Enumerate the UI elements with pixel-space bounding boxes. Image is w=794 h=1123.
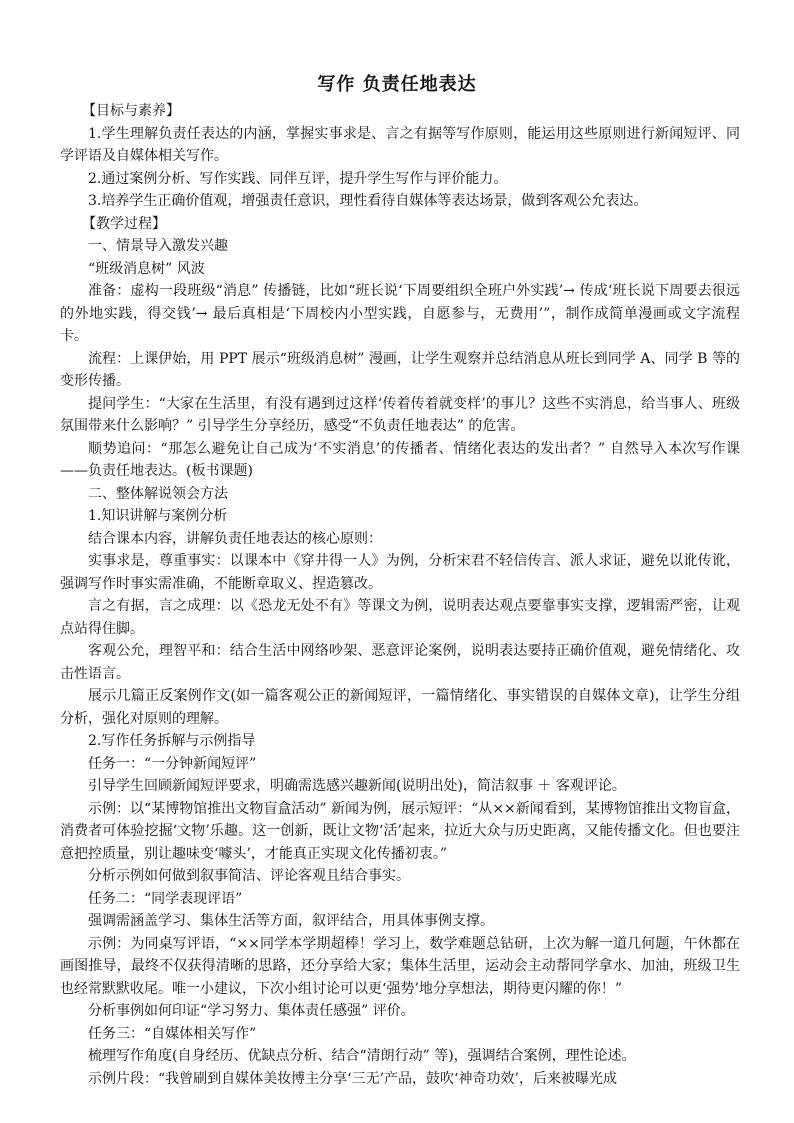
paragraph: 示例：以“某博物馆推出文物盲盒活动” 新闻为例，展示短评：“从××新闻看到，某博物馆推出文物盲盒，消费者可体验挖掘‘文物’乐趣。这一创新，既让文物‘活’起来，拉近大众与历史距离，又能传播文化。但也要注意把控质量，别让趣味变‘噱头’，才能真正实现文化传播初衷。” [60,800,740,862]
paragraph: 3.培养学生正确价值观，增强责任意识，理性看待自媒体等表达场景，做到客观公允表达。 [88,193,648,209]
subheading: 1.知识讲解与案例分析 [88,508,228,524]
subheading: “班级消息树” 风波 [88,260,205,277]
section-heading-objectives: 【目标与素养】 [82,103,180,119]
paragraph: 客观公允，理智平和：结合生活中网络吵架、恶意评论案例，说明表达要持正确价值观，避免情绪化、攻击性语言。 [60,643,740,682]
subheading: 强调需涵盖学习、集体生活等方面，叙评结合，用具体事例支撑。 [88,913,494,929]
paragraph: 分析事例如何印证“学习努力、集体责任感强” 评价。 [88,1003,415,1019]
paragraph: 顺势追问：“那怎么避免让自己成为‘不实消息’的传播者、情绪化表达的发出者？” 自然导入本次写作课——负责任地表达。(板书课题) [60,440,740,479]
document-title: 写作 负责任地表达 [317,74,477,95]
section-heading-process: 【教学过程】 [82,215,166,232]
paragraph: 1.学生理解负责任表达的内涵，掌握实事求是、言之有据等写作原则，能运用这些原则进行新闻短评、同学评语及自媒体相关写作。 [60,125,740,164]
paragraph: 实事求是，尊重事实：以课本中《穿井得一人》为例，分析宋君不轻信传言、派人求证，避免以讹传讹，强调写作时事实需准确，不能断章取义、捏造篡改。 [60,553,740,592]
subheading: 任务一：“一分钟新闻短评” [88,755,257,772]
subheading: 二、整体解说领会方法 [88,485,228,502]
subheading: 梳理写作角度(自身经历、优缺点分析、结合“清朗行动” 等)，强调结合案例，理性论述。 [88,1048,636,1064]
paragraph: 2.写作任务拆解与示例指导 [88,733,256,749]
paragraph: 结合课本内容，讲解负责任地表达的核心原则： [88,530,382,547]
paragraph: 任务三：“自媒体相关写作” [88,1025,257,1042]
paragraph: 示例：为同桌写评语，“××同学本学期超棒！学习上，数学难题总钻研，上次为解一道几何题，午休都在画图推导，最终不仅获得清晰的思路，还分享给大家；集体生活里，运动会主动帮同学拿水、加油，班级卫生也经常默默收尾。唯一小建议，下次小组讨论可以更‘强势’地分享想法，期待更闪耀的你！” [60,935,740,997]
paragraph: 流程：上课伊始，用 PPT 展示“班级消息树” 漫画，让学生观察并总结消息从班长到同学 A、同学 B 等的变形传播。 [60,350,740,389]
subheading: 一、情景导入激发兴趣 [88,238,228,254]
paragraph: 言之有据，言之成理：以《恐龙无处不有》等课文为例，说明表达观点要靠事实支撑，逻辑需严密，让观点站得住脚。 [60,598,740,637]
paragraph: 示例片段：“我曾刷到自媒体美妆博主分享‘三无’产品，鼓吹‘神奇功效’，后来被曝光成 [88,1070,617,1087]
paragraph: 准备：虚构一段班级“消息” 传播链，比如“班长说‘下周要组织全班户外实践’→ 传成‘班长说下周要去很远的外地实践，得交钱’→ 最后真相是‘下周校内小型实践，自愿参与，无费用’”，制作成简单漫画或文字流程卡。 [60,283,740,344]
paragraph: 2.通过案例分析、写作实践、同伴互评，提升学生写作与评价能力。 [88,170,508,187]
document-body [60,100,740,1090]
paragraph: 任务二：“同学表现评语” [88,890,243,907]
paragraph: 分析示例如何做到叙事简洁、评论客观且结合事实。 [88,868,410,884]
paragraph: 展示几篇正反案例作文(如一篇客观公正的新闻短评，一篇情绪化、事实错误的自媒体文章)，让学生分组分析，强化对原则的理解。 [60,688,740,727]
paragraph: 提问学生：“大家在生活里，有没有遇到过这样‘传着传着就变样’的事儿？这些不实消息，给当事人、班级氛围带来什么影响？” 引导学生分享经历，感受“不负责任地表达” 的危害。 [60,395,740,434]
subheading: 引导学生回顾新闻短评要求，明确需选感兴趣新闻(说明出处)，简洁叙事 ＋ 客观评论。 [88,778,626,794]
